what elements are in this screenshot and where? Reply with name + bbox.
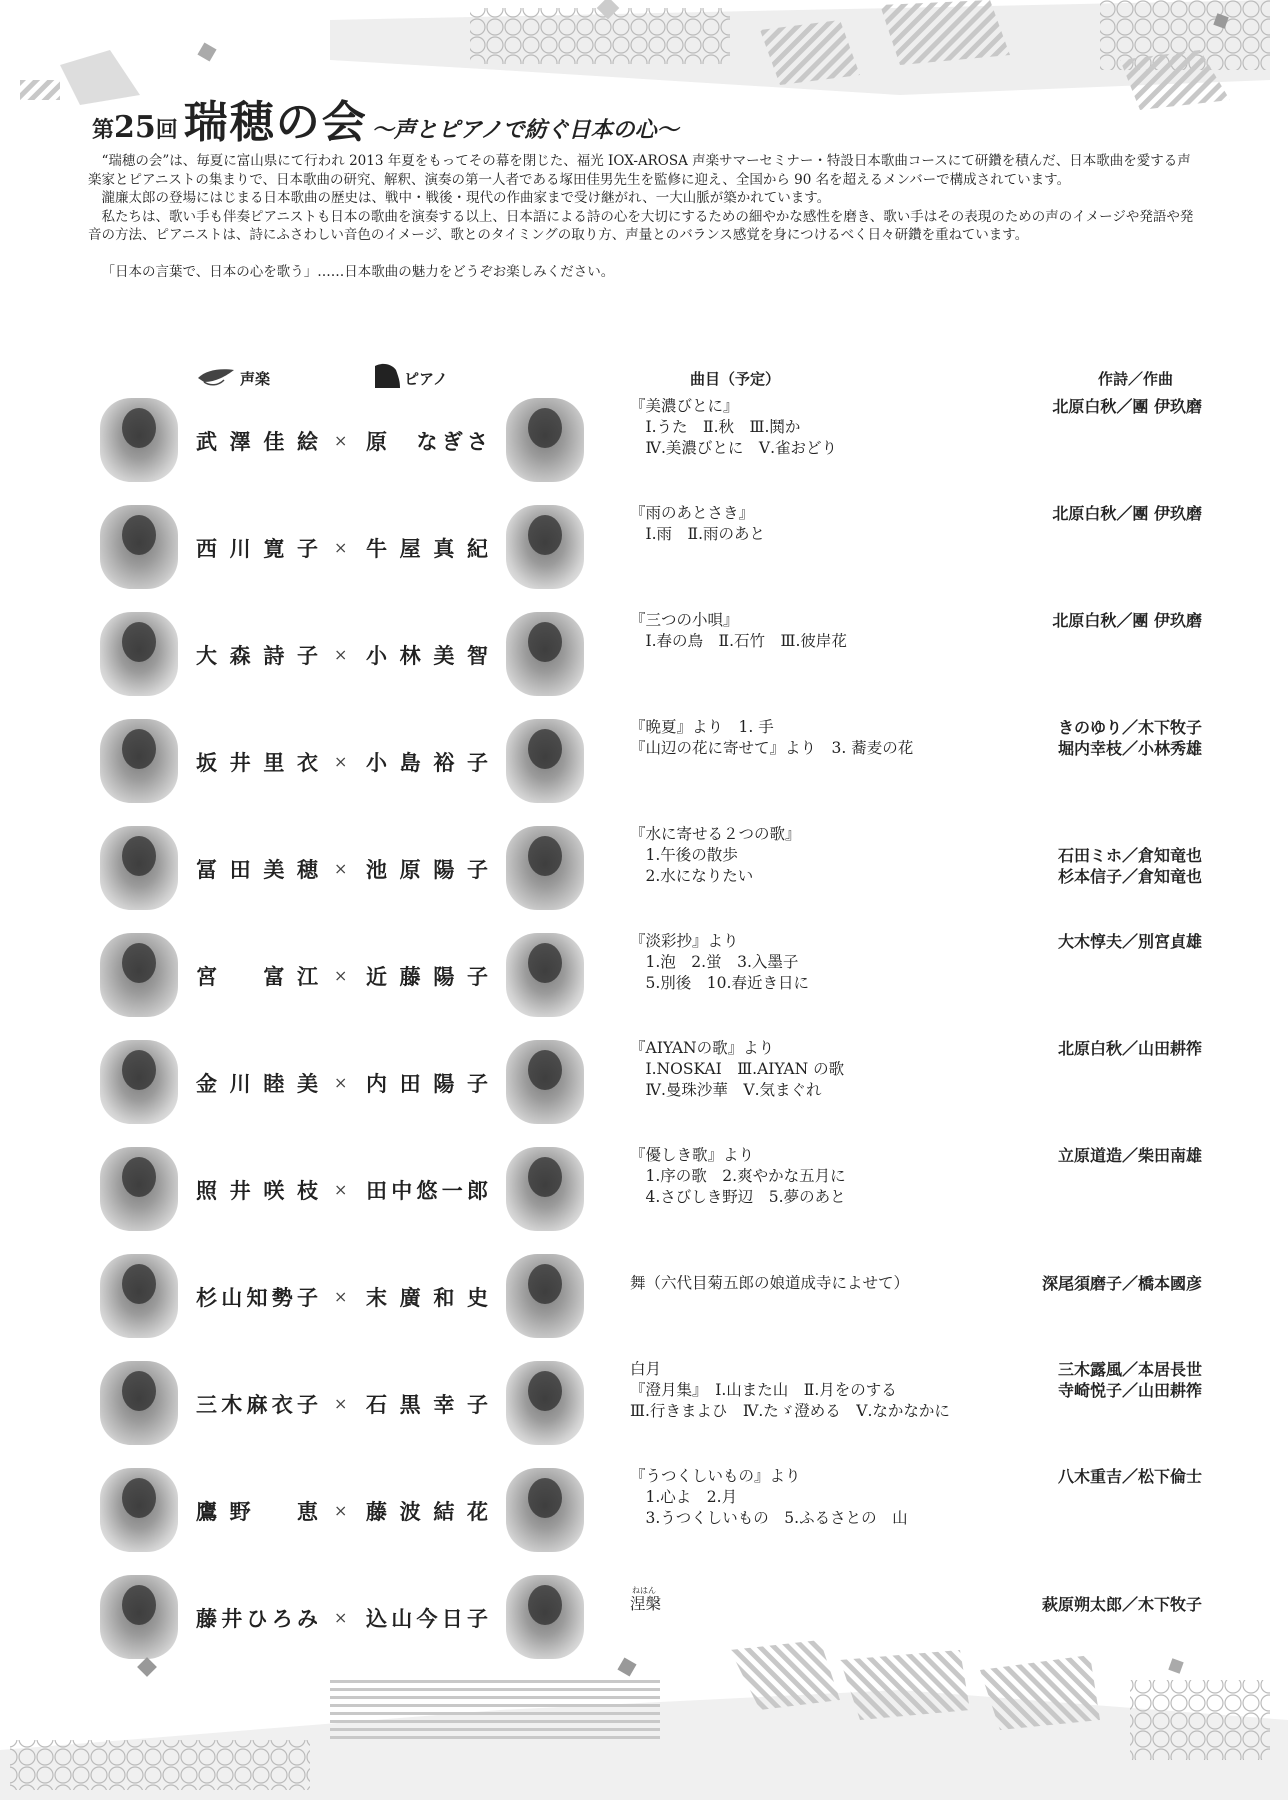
- bird-icon: [196, 366, 236, 388]
- pianist-photo: [506, 1361, 584, 1445]
- singer-photo: [100, 612, 178, 696]
- pianist-photo: [506, 826, 584, 910]
- performer-row: [0, 1250, 1288, 1350]
- singer-name: 照井咲枝: [196, 1178, 318, 1203]
- page-title: [92, 86, 679, 148]
- credits-text: 深尾須磨子／橋本國彦: [1041, 1274, 1202, 1293]
- performer-row: [0, 1357, 1288, 1457]
- pianist-name: 藤波結花: [366, 1499, 488, 1524]
- pianist-photo: [506, 398, 584, 482]
- pianist-name: 末廣和史: [366, 1285, 488, 1310]
- program-text: 『優しき歌』より 1.序の歌 2.爽やかな五月に 4.さびしき野辺 5.夢のあと: [630, 1146, 846, 1206]
- title-main: 瑞穂の会: [183, 97, 368, 148]
- program-text: 『淡彩抄』より 1.泡 2.蛍 3.入墨子 5.別後 10.春近き日に: [630, 932, 809, 992]
- credits-text: 八木重吉／松下倫士: [1057, 1467, 1202, 1486]
- singer-photo: [100, 398, 178, 482]
- singer-name: 坂井里衣: [196, 750, 318, 775]
- intro-paragraph: “瑞穂の会”は、毎夏に富山県にて行われ 2013 年夏をもってその幕を閉じた、福光 IOX-AROSA 声楽サマーセミナー・特設日本歌曲コースにて研鑽を積んだ、日本歌曲を愛する声楽家とピアニストの集まりで、日本歌曲の研究、解釈、演奏の第一人者である塚田佳男先生を監修に迎え、全国から 90 名を超えるメンバーで構成されています。: [88, 153, 1191, 188]
- credits-text: きのゆり／木下牧子 堀内幸枝／小林秀雄: [1057, 718, 1202, 758]
- singer-photo: [100, 826, 178, 910]
- title-subtitle: 〜声とピアノで紡ぐ日本の心〜: [371, 117, 679, 143]
- credits-text: 北原白秋／山田耕筰: [1057, 1039, 1202, 1058]
- singer-photo: [100, 933, 178, 1017]
- performer-row: [0, 1464, 1288, 1564]
- singer-photo: [100, 719, 178, 803]
- performer-row: [0, 501, 1288, 601]
- pair-cross: ×: [334, 752, 348, 771]
- decorative-pattern-bottom: [0, 1640, 1288, 1800]
- pianist-name: 池原陽子: [366, 857, 488, 882]
- pianist-name: 田中悠一郎: [366, 1178, 488, 1203]
- pianist-name: 牛屋真紀: [366, 536, 488, 561]
- pianist-name: 小林美智: [366, 643, 488, 668]
- pair-cross: ×: [334, 1608, 348, 1627]
- singer-name: 大森詩子: [196, 643, 318, 668]
- performer-row: [0, 1143, 1288, 1243]
- pair-cross: ×: [334, 645, 348, 664]
- pianist-photo: [506, 933, 584, 1017]
- program-text: 『雨のあとさき』 Ⅰ.雨 Ⅱ.雨のあと: [630, 504, 766, 543]
- credits-text: 北原白秋／團 伊玖磨: [1052, 397, 1202, 416]
- program-text: 『水に寄せる２つの歌』 1.午後の散歩 2.水になりたい: [630, 825, 801, 885]
- singer-photo: [100, 1040, 178, 1124]
- program-text: 『美濃びとに』 Ⅰ.うた Ⅱ.秋 Ⅲ.鬨か Ⅳ.美濃びとに Ⅴ.雀おどり: [630, 397, 838, 457]
- pair-cross: ×: [334, 1073, 348, 1092]
- credits-text: 大木惇夫／別宮貞雄: [1057, 932, 1202, 951]
- program-text: 『三つの小唄』 Ⅰ.春の鳥 Ⅱ.石竹 Ⅲ.彼岸花: [630, 611, 847, 650]
- edition-label: 第25回: [92, 110, 178, 145]
- singer-name: 鷹野 恵: [196, 1499, 318, 1524]
- pair-cross: ×: [334, 1180, 348, 1199]
- performer-row: [0, 394, 1288, 494]
- singer-name: 冨田美穂: [196, 857, 318, 882]
- credits-text: 北原白秋／團 伊玖磨: [1052, 504, 1202, 523]
- intro-paragraph: 瀧廉太郎の登場にはじまる日本歌曲の歴史は、戦中・戦後・現代の作曲家まで受け継がれ、一大山脈が築かれています。: [101, 190, 831, 207]
- performer-row: [0, 715, 1288, 815]
- pair-cross: ×: [334, 431, 348, 450]
- singer-photo: [100, 1254, 178, 1338]
- singer-name: 武澤佳絵: [196, 429, 318, 454]
- singer-name: 藤井ひろみ: [196, 1606, 318, 1631]
- singer-name: 宮 富江: [196, 964, 318, 989]
- pianist-name: 石黒幸子: [366, 1392, 488, 1417]
- singer-photo: [100, 1468, 178, 1552]
- header-piano: ピアノ: [404, 370, 448, 388]
- header-vocal: 声楽: [240, 370, 271, 388]
- pianist-photo: [506, 1040, 584, 1124]
- performer-row: [0, 1036, 1288, 1136]
- pianist-name: 内田陽子: [366, 1071, 488, 1096]
- pianist-name: 原 なぎさ: [366, 429, 488, 454]
- intro-motto: 「日本の言葉で、日本の心を歌う」……日本歌曲の魅力をどうぞお楽しみください。: [101, 263, 615, 280]
- credits-text: 石田ミホ／倉知竜也 杉本信子／倉知竜也: [1057, 846, 1202, 886]
- program-text: 白月 『澄月集』 Ⅰ.山また山 Ⅱ.月をのする Ⅲ.行きまよひ Ⅳ.たゞ澄める Ⅴ.なかなかに: [630, 1360, 950, 1420]
- pianist-name: 込山今日子: [366, 1606, 488, 1631]
- program-text: 『晩夏』より 1. 手 『山辺の花に寄せて』より 3. 蕎麦の花: [630, 718, 914, 757]
- pair-cross: ×: [334, 1501, 348, 1520]
- program-text: 『AIYANの歌』より Ⅰ.NOSKAI Ⅲ.AIYAN の歌 Ⅳ.曼珠沙華 Ⅴ.気まぐれ: [630, 1039, 845, 1099]
- header-credits: 作詩／作曲: [1098, 370, 1174, 388]
- singer-photo: [100, 1147, 178, 1231]
- program-text: 涅槃: [630, 1595, 662, 1613]
- pair-cross: ×: [334, 859, 348, 878]
- singer-name: 金川睦美: [196, 1071, 318, 1096]
- pianist-photo: [506, 1147, 584, 1231]
- performer-row: [0, 822, 1288, 922]
- pair-cross: ×: [334, 1287, 348, 1306]
- singer-name: 西川寛子: [196, 536, 318, 561]
- pair-cross: ×: [334, 538, 348, 557]
- singer-photo: [100, 505, 178, 589]
- credits-text: 立原道造／柴田南雄: [1057, 1146, 1202, 1165]
- credits-text: 北原白秋／團 伊玖磨: [1052, 611, 1202, 630]
- pianist-name: 近藤陽子: [366, 964, 488, 989]
- intro-text: [88, 152, 1200, 282]
- pianist-photo: [506, 719, 584, 803]
- credits-text: 萩原朔太郎／木下牧子: [1041, 1595, 1202, 1614]
- singer-name: 杉山知勢子: [196, 1285, 318, 1310]
- intro-paragraph: 私たちは、歌い手も伴奏ピアニストも日本の歌曲を演奏する以上、日本語による詩の心を大切にするための細やかな感性を磨き、歌い手はその表現のための声のイメージや発語や発音の方法、ピアニストは、詩にふさわしい音色のイメージ、歌とのタイミングの取り方、声量とのバランス感覚を身につけるべく日々研鑽を重ねています。: [88, 208, 1194, 244]
- ruby-annotation: ねはん: [632, 1586, 656, 1595]
- piano-icon: [372, 362, 402, 390]
- pianist-photo: [506, 505, 584, 589]
- header-program: 曲目（予定）: [690, 370, 781, 388]
- pair-cross: ×: [334, 966, 348, 985]
- singer-name: 三木麻衣子: [196, 1392, 318, 1417]
- pianist-name: 小島裕子: [366, 750, 488, 775]
- pianist-photo: [506, 1254, 584, 1338]
- program-text: 『うつくしいもの』より 1.心よ 2.月 3.うつくしいもの 5.ふるさとの 山: [630, 1467, 908, 1527]
- pair-cross: ×: [334, 1394, 348, 1413]
- program-text: 舞（六代目菊五郎の娘道成寺によせて）: [630, 1274, 910, 1292]
- pianist-photo: [506, 1468, 584, 1552]
- credits-text: 三木露風／本居長世 寺崎悦子／山田耕筰: [1057, 1360, 1202, 1400]
- performer-row: [0, 929, 1288, 1029]
- singer-photo: [100, 1361, 178, 1445]
- pianist-photo: [506, 612, 584, 696]
- performer-row: [0, 608, 1288, 708]
